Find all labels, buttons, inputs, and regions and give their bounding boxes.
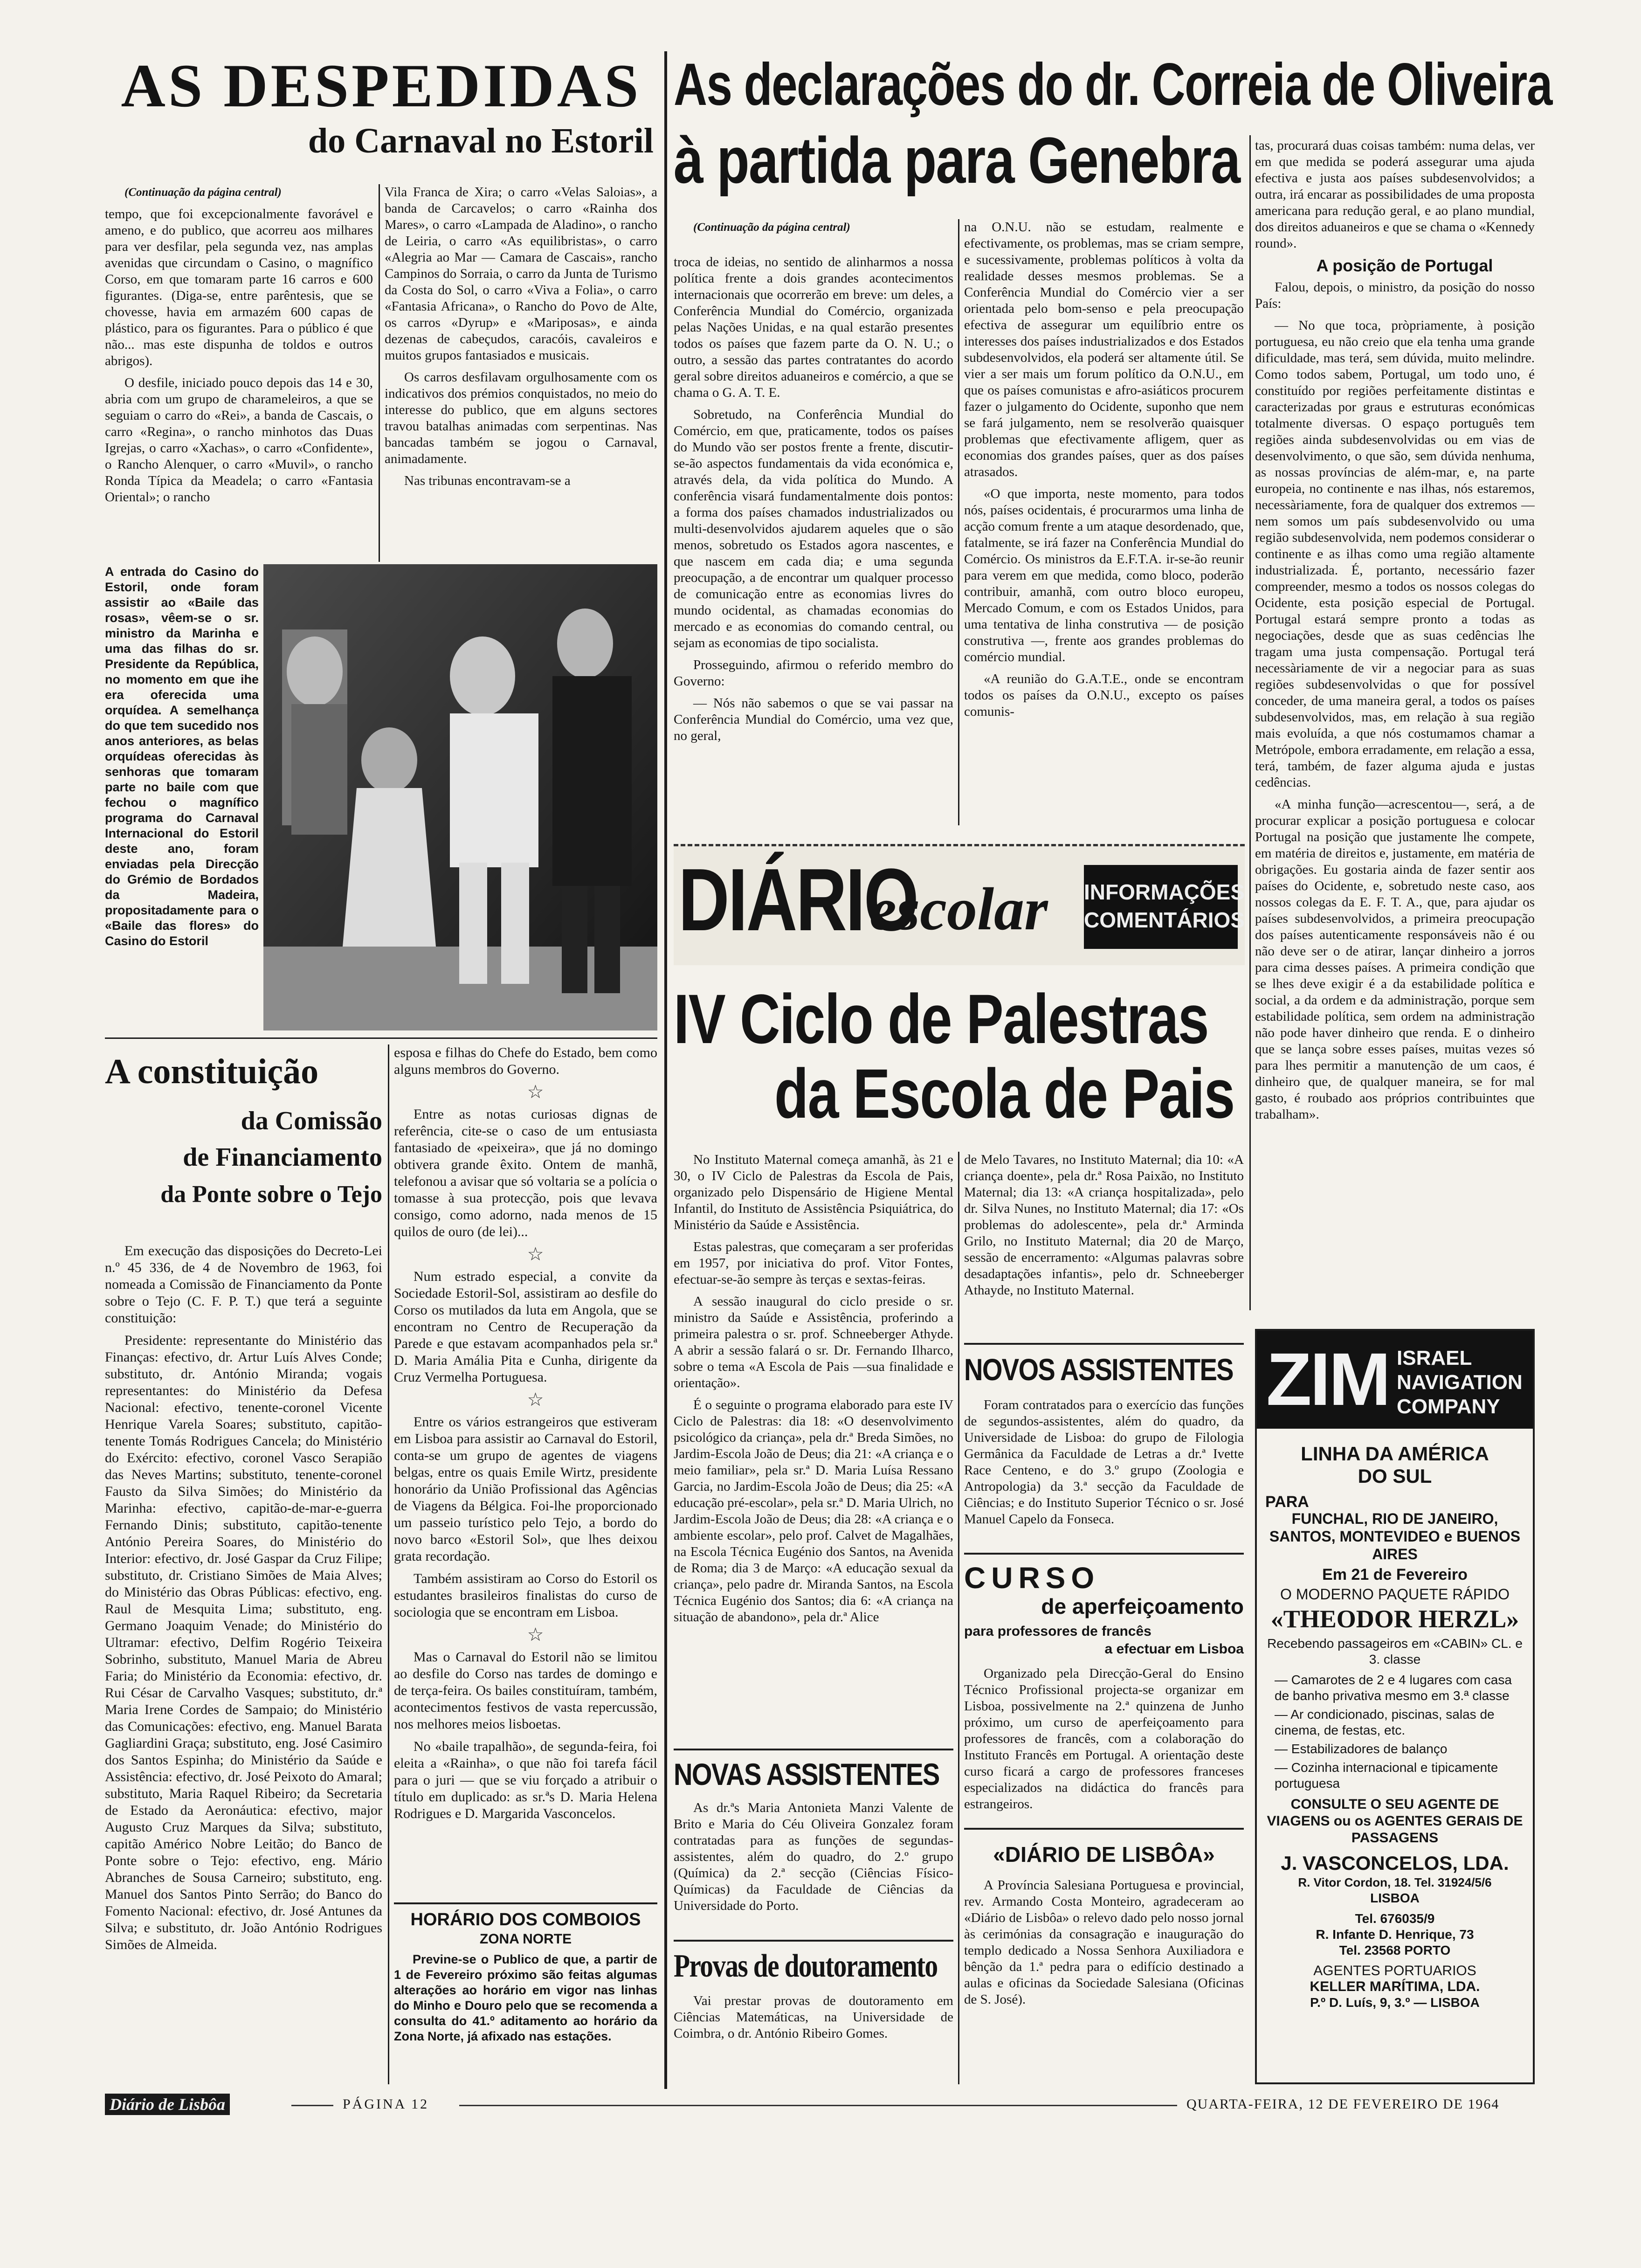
zim-line-3: COMPANY [1397,1395,1500,1418]
zim-feature: — Estabilizadores de balanço [1275,1742,1448,1756]
zim-body [1265,1443,1524,2011]
zim-para: PARA [1265,1493,1309,1511]
curso-title: CURSO [964,1561,1100,1595]
zim-ship-intro: O MODERNO PAQUETE RÁPIDO [1280,1586,1510,1603]
curso-subtitle-2: para professores de francês [964,1624,1151,1639]
paragraph: na O.N.U. não se estudam, realmente e efectivamente, os problemas, mas se criam sempre, e sucessivamente, problemas políticos à volta da realidade desses mesmos problemas. Se a Conferência Mundial do Comércio vier a ser orientada pelo bom-senso e pela preocupação efectiva de assegurar um equilíbrio entre os interesses dos países industrializados e dos Estados subdesenvolvidos, ela poderá ser altamente útil. Se vier a ser mais um forum político da O.N.U., em que os países comunistas e afro-asiáticos procurem fazer o julgamento do Ocidente, suponho que nem se fará julgamento, nem se resolverão quaisquer problemas que efectivamente afligem, quer as economias dos grandes países, quer as dos países atrasados. [964,220,1244,479]
paragraph: Estas palestras, que começaram a ser proferidas em 1957, por iniciativa do prof. Vitor Fontes, efectuar-se-ão sempre às terças e sextas-feiras. [674,1239,953,1287]
novos-assistentes [964,1343,1244,1539]
zim-feature: — Cozinha internacional e tipicamente portuguesa [1275,1760,1498,1791]
zim-consult: CONSULTE O SEU AGENTE DE VIAGENS ou os AGENTES GERAIS DE PASSAGENS [1267,1797,1523,1846]
despedidas-heading: AS DESPEDIDAS [121,51,641,120]
comboios-subtitle: ZONA NORTE [479,1931,572,1947]
declaracoes-title: As declarações do dr. Correia de Oliveira [674,51,1552,118]
declaracoes-title-line2: à partida para Genebra [674,124,1240,197]
column-rule [958,219,959,825]
diario-lisboa-body: A Província Salesiana Portuguesa e provincial, rev. Armando Costa Monteiro, agradeceram ao «Diário de Lisbôa» o relevo dado pelo nosso jornal às cerimónias da consagração e inauguração do templo dedicado a Nossa Senhora Auxiliadora e bênção da 1.ª pedra para o edifício destinado a aulas e oficinas da Sociedade Salesiana (Oficinas de S. José). [964,1878,1244,2007]
comboios-body: Previne-se o Publico de que, a partir de 1 de Fevereiro próximo são feitas algumas alterações ao horário em vigor nas linhas do Minho e Douro pelo que se recomenda a consulta do 41.º aditamento ao horário da Zona Norte, já afixado nas estações. [394,1952,657,2043]
zim-feature: — Ar condicionado, piscinas, salas de cinema, de festas, etc. [1275,1707,1495,1737]
paragraph: — No que toca, pròpriamente, à posição portuguesa, eu não creio que ela tenha uma grande dificuldade, mas terá, sem dúvida, muito melindre. Como todos sabem, Portugal, um todo uno, é constituído por regiões perfeitamente distintas e caracterizadas por graus e estruturas económicas totalmente diversas. O espaço português tem regiões ainda subdesenvolvidas ou em vias de desenvolvimento, o que são, sem dúvida nenhuma, as nossas províncias de além-mar, e, na parte europeia, no continente e nas ilhas, nós estaremos, necessàriamente, fora de qualquer dos extremos — nem somos um país subdesenvolvido ou uma região subdesenvolvida, nem podemos considerar o continente e as ilhas como uma região altamente industrializada. É, portanto, necessário fazer compreender, mesmo a todos os nossos colegas do Ocidente, esta posição especial de Portugal. Portugal estará sempre pronto a todas as negociações, desde que as suas cedências lhe tragam uma justa compensação. Portugal terá necessàriamente de vir a negociar para as suas regiões subdesenvolvidas o que for possível conceder, de uma maneira geral, a todos os países subdesenvolvidos, mas, em relação à sua região mais evoluída, a que nós costumamos chamar a Metrópole, embora erradamente, em relação a essa, terá, também, de fazer alguma ajuda e justas cedências. [1255,318,1535,790]
paragraph: Em execução das disposições do Decreto-Lei n.º 45 336, de 4 de Novembro de 1963, foi nomeada a Comissão de Financiamento da Ponte sobre o Tejo (C. F. P. T.) que terá a seguinte constituição: [105,1243,382,1326]
zim-agent: J. VASCONCELOS, LDA. [1281,1852,1509,1874]
zim-logo: ZIM [1266,1337,1389,1421]
paragraph: No «baile trapalhão», de segunda-feira, foi eleita a «Rainha», o que não foi tarefa fácil para o juri — que se viu forçado a atribuir o título em duplicado: as sr.ªs D. Maria Helena Rodrigues e D. Margarida Vasconcelos. [394,1739,657,1821]
zim-line-1: ISRAEL [1397,1347,1472,1369]
novas-assistentes [674,1749,953,1926]
zim-accept: Recebendo passageiros em «CABIN» CL. e 3. classe [1267,1636,1523,1666]
curso-subtitle: de aperfeiçoamento [1041,1594,1244,1618]
zim-agent-city: LISBOA [1370,1891,1420,1905]
constituicao-subtitle: de Financiamento [183,1143,382,1172]
escolar-word: escolar [869,876,1048,943]
paragraph: É o seguinte o programa elaborado para este IV Ciclo de Palestras: dia 18: «O desenvolvimento psicológico da criança», pela dr.ª Breda Simões, no Jardim-Escola João de Deus; dia 21: «A criança e o meio familiar», pela sr.ª D. Maria Luísa Ressano Garcia, no Jardim-Escola João de Deus; dia 25: «A educação pré-escolar», pela sr.ª D. Maria Ulrich, no Jardim-Escola João de Deus; dia 28: «A criança e o ambiente escolar», pelo prof. Calvet de Magalhães, na Escola Técnica Eugénio dos Santos, na Avenida de Roma; dia 3 de Março: «A educação sexual da criança», pelo padre dr. Miranda Santos, na Escola Técnica Eugénio dos Santos; dia 6: «A criança na situação de abandono», pela dr.ª Alice [674,1397,953,1625]
paragraph: Falou, depois, o ministro, da posição do nosso País: [1255,280,1535,311]
star-separator: ☆ [527,1624,544,1645]
paragraph: esposa e filhas do Chefe do Estado, bem como alguns membros do Governo. [394,1045,657,1077]
paragraph: — Nós não sabemos o que se vai passar na Conferência Mundial do Comércio, uma vez que, no geral, [674,696,953,743]
zim-logo-block [1257,1331,1533,1429]
palestras-header [674,980,1245,1133]
paragraph: Também assistiram ao Corso do Estoril os estudantes brasileiros finalistas do curso de sociologia que se encontram em Lisboa. [394,1571,657,1620]
constituicao-body [105,1243,382,2082]
constituicao-header [105,1054,382,1207]
zim-date: Em 21 de Fevereiro [1322,1566,1468,1583]
section-rule [105,1037,657,1039]
paragraph: Prosseguindo, afirmou o referido membro do Governo: [674,657,953,689]
photo-caption: A entrada do Casino do Estoril, onde foram assistir ao «Baile das rosas», vêem-se o sr. ministro da Marinha e uma das filhas do sr. Presidente da República, no momento em que ihe era oferecida uma orquídea. A semelhança do que tem sucedido nos anos anteriores, as belas orquídeas oferecidas às senhoras que tomaram parte no baile com que fechou o magnífico programa do Carnaval Internacional do Estoril deste ano, foram enviadas pela Direcção do Grémio de Bordados da Madeira, propositadamente para o «Baile das flores» do Casino do Estoril [105,565,259,948]
zim-porto-address: R. Infante D. Henrique, 73 [1316,1927,1474,1942]
paragraph: Presidente: representante do Ministério das Finanças: efectivo, dr. Artur Luís Alves Conde; substituto, dr. António Miranda; vogais representantes: do Ministério da Defesa Nacional: efectivo, tenente-coronel Vicente Henrique Varela Soares; substituto, capitão-tenente Tomás Rodrigues Cancela; do Ministério do Exército: efectivo, coronel Vasco Serapião das Neves Martins; substituto, tenente-coronel Fausto da Silva Simões; do Ministério da Marinha: efectivo, capitão-de-mar-e-guerra Fernando Dinis; substituto, capitão-tenente António Pereira Soares, do Ministério do Interior: efectivo, dr. José Gaspar da Cruz Filipe; substituto, dr. Cristiano Simões de Maia Alves; do Ministério das Obras Públicas: efectivo, eng. Raul de Mesquita Lima; substituto, eng. Germano Joaquim Venade; do Ministério do Ultramar: efectivo, Delfim Rogério Teixeira Sobrinho, substituto, Manuel Maria de Abreu Faria; do Ministério da Economia: efectivo, dr. Rui César de Carvalho Vasques; substituto, dr.ª Maria Irene Cordes de Sampaio; do Ministério das Comunicações: efectivo, eng. Manuel Barata Gagliardini Graça; substituto, eng. José Casimiro dos Santos Espinha; do Ministério da Saúde e Assistência: efectivo, dr. José Peixoto do Amaral; substituto, Maria Raquel Ribeiro; da Secretaria de Estado da Aeronáutica: efectivo, major Augusto Cruz Marques da Silva; substituto, capitão Américo Nobre Leitão; do Banco de Ponte sobre o Tejo: efectivo, eng. Mário Abranches de Sousa Carneiro; substituto, eng. Manuel dos Santos Pinto Serrão; do Banco do Fomento Nacional: efectivo, dr. José Antunes da Silva; e substituto, dr. João António Rodrigues Simões de Almeida. [105,1333,382,1952]
column-rule [958,1152,959,2084]
despedidas-col-1 [105,184,373,562]
novas-assistentes-title: NOVAS ASSISTENTES [674,1757,939,1791]
zim-tel: Tel. 676035/9 [1355,1911,1435,1926]
zim-ports: FUNCHAL, RIO DE JANEIRO, SANTOS, MONTEVIDEO e BUENOS AIRES [1269,1510,1521,1563]
novos-assistentes-title: NOVOS ASSISTENTES [964,1352,1233,1387]
column-rule [379,184,380,562]
declaracoes-col-1 [674,219,953,825]
paragraph: O desfile, iniciado pouco depois das 14 e 30, abria com um grupo de charameleiros, a que se seguiam o carro do «Rei», a banda de Cascais, o carro «Regina», o rancho minhotos das Duas Igrejas, o carro «Xachas», o carro «Confidente», o Rancho Alenquer, o carro «Muvil», o rancho Ronda Típica da Meadela; o carro «Fantasia Oriental»; o rancho [105,375,373,505]
palestras-col-1 [674,1152,953,1744]
constituicao-subtitle: da Ponte sobre o Tejo [160,1181,382,1208]
curso-box [964,1553,1244,1814]
provas-body: Vai prestar provas de doutoramento em Ciências Matemáticas, na Universidade de Coimbra, o dr. António Ribeiro Gomes. [674,1993,953,2041]
zim-ship: «THEODOR HERZL» [1270,1605,1519,1633]
novas-assistentes-body: As dr.ªs Maria Antonieta Manzi Valente de Brito e Maria do Céu Oliveira Gonzalez foram contratadas para as funções de segundas-assistentes, além do quadro, do 2.º grupo (Química) da 2.ª secção (Ciências Físico-Químicas) da Faculdade de Ciências da Universidade do Porto. [674,1800,953,1913]
paragraph: Vila Franca de Xira; o carro «Velas Saloias», a banda de Carcavelos; o carro «Rainha dos Mares», o carro «Lampada de Aladino», o rancho de Leiria, o carro «As equilibristas», o carro «Alegria ao Mar — Camara de Cascais», rancho Campinos do Sorraia, o carro da Junta de Turismo da Costa do Sol, o carro «Viva a Folia», o carro «Fantasia Africana», o Rancho do Povo de Alte, os carros «Dyrup» e «Mariposas», e ainda dezenas de cabeçudos, caracóis, cavaleiros e muitos grupos fantasiados e musicais. [385,185,657,363]
star-separator: ☆ [527,1389,544,1410]
paragraph: tas, procurará duas coisas também: numa delas, ver em que medida se poderá assegurar uma ajuda efectiva e justa aos países subdesenvolvidos; a outra, irá encarar as possibilidades de uma proposta americana para redução geral, e ao plano mundial, dos direitos aduaneiros e que se chama o «Kennedy round». [1255,138,1535,251]
paragraph: No Instituto Maternal começa amanhã, às 21 e 30, o IV Ciclo de Palestras da Escola de Pais, organizado pelo Dispensário de Higiene Mental Infantil, do Instituto de Assistência Psiquiátrica, do Ministério da Saúde e Assistência. [674,1152,953,1232]
subheading: A posição de Portugal [1316,256,1493,275]
paragraph: Num estrado especial, a convite da Sociedade Estoril-Sol, assistiram ao desfile do Corso os mutilados da luta em Angola, que se encontram no Centro de Recuperação da Parede e que estavam acompanhados pela sr.ª D. Maria Amália Pita e Cunha, dirigente da Cruz Vermelha Portuguesa. [394,1269,657,1385]
carnival-photo [263,564,657,1030]
provas-box [674,1940,953,2084]
footer-date: QUARTA-FEIRA, 12 DE FEVEREIRO DE 1964 [1186,2096,1500,2112]
palestras-title-line2: da Escola de Pais [774,1054,1234,1133]
paragraph: Nas tribunas encontravam-se a [404,473,571,488]
despedidas-title [105,51,657,160]
zim-keller-address: P.º D. Luís, 9, 3.º — LISBOA [1310,1995,1480,2010]
footer-rule [291,2105,333,2106]
informacoes-box: INFORMAÇÕES COMENTÁRIOS [1084,865,1238,949]
despedidas-col-2 [385,184,657,562]
comboios-title: HORÁRIO DOS COMBOIOS [410,1910,641,1929]
footer-masthead: Diário de Lisbôa [105,2094,230,2115]
palestras-title: IV Ciclo de Palestras [674,980,1208,1058]
curso-body: Organizado pela Direcção-Geral do Ensino Técnico Profissional projecta-se organizar em Lisboa, possivelmente na 2.ª quinzena de Junho próximo, um curso de aperfeiçoamento para professores de francês, com a colaboração do Instituto Francês em Portugal. A orientação deste curso ficará a cargo de professores franceses especializados na didáctica do francês para estrangeiros. [964,1666,1244,1812]
zim-route-2: DO SUL [1358,1465,1432,1487]
provas-title: Provas de doutoramento [674,1948,938,1984]
diario-escolar-banner [674,844,1245,965]
main-column-rule [664,51,667,2089]
column-rule [1249,135,1251,1310]
zim-keller: KELLER MARÍTIMA, LDA. [1310,1979,1480,1994]
continuation-note: (Continuação da página central) [124,186,282,199]
footer-page-number: PÁGINA 12 [343,2096,429,2112]
paragraph: Os carros desfilavam orgulhosamente com os indicativos dos prémios conquistados, no meio do interesse do publico, que em alguns sectores travou batalhas animadas com serpentinas. Nas bancadas também se jogou o Carnaval, animadamente. [385,370,657,466]
zim-agents-port: AGENTES PORTUARIOS [1313,1963,1476,1978]
declaracoes-col-2 [964,219,1244,825]
diario-word: DIÁRIO [678,850,917,949]
carnival-photo-image [263,564,657,1030]
footer-rule [459,2105,1177,2106]
paragraph: de Melo Tavares, no Instituto Maternal; dia 10: «A criança doente», pela dr.ª Rosa Paixão, no Instituto Maternal; dia 13: «A criança hospitalizada», pelo dr. Silva Nunes, no Instituto Maternal; dia 17: «Os problemas do adolescente», pela dr.ª Arminda Grilo, no Instituto Maternal; dia 20 de Março, sessão de encerramento: «Algumas palavras sobre desadaptações infantis», pelo dr. Schneeberger Athayde, no Instituto Maternal. [964,1152,1244,1298]
curso-subtitle-3: a efectuar em Lisboa [1104,1641,1244,1657]
paragraph: Entre as notas curiosas dignas de referência, cite-se o caso de um entusiasta fantasiado de «peixeira», que já no domingo obtivera grande êxito. Ontem de manhã, telefonou a avisar que só voltaria se a polícia o tomasse à sua protecção, pois que levava consigo, como adorno, nada menos de 15 quilos de ouro (de lei)... [394,1106,657,1239]
zim-line-2: NAVIGATION [1397,1371,1523,1394]
paragraph: Mas o Carnaval do Estoril não se limitou ao desfile do Corso nas tardes de domingo e de terça-feira. Os bailes constituíram, também, acontecimentos festivos de vasta repercussão, nos melhores meios lisboetas. [394,1649,657,1732]
zim-route: LINHA DA AMÉRICA [1301,1443,1489,1465]
despedidas-subheading: do Carnaval no Estoril [308,121,654,160]
paragraph: tempo, que foi excepcionalmente favorável e ameno, e do publico, que acorreu aos milhares para ver desfilar, pela segunda vez, nas amplas avenidas que circundam o Casino, o magnífico Corso, em que tomaram parte 16 carros e 600 figurantes. (Diga-se, entre parêntesis, que se chovesse, havia em armazém 600 capas de plástico, para os figurantes. Para o público é que não... mas este dispunha de toldos e outros abrigos). [105,207,373,368]
novos-assistentes-body: Foram contratados para o exercício das funções de segundos-assistentes, além do quadro, da Universidade de Lisboa: do grupo de Filologia Germânica da Faculdade de Letras a dr.ª Ivette Race Centeno, e do 3.º grupo (Zoologia e Antropologia) da 3.ª secção da Faculdade de Ciências; e do Instituto Superior Técnico o sr. José Manuel Capelo da Fonseca. [964,1397,1244,1527]
palestras-col-2 [964,1152,1244,1338]
zim-advertisement [1255,1329,1535,2084]
column-rule [388,1044,389,2084]
page-footer [105,2094,1536,2117]
paragraph: «A minha função—acrescentou—, será, a de procurar explicar a posição portuguesa e colocar Portugal na posição que justamente lhe compete, em matéria de direitos e, justamente, em matéria de obrigações. Eu gostaria ainda de fazer sentir aos países do Ocidente, e, sobretudo neste caso, aos nossos colegas da E. F. T. A., que, para ajudar os países subdesenvolvidos, a primeira preocupação dos países autenticamente responsáveis não é ou não deve ser o de atirar, lançar dinheiro a jorros para cima desses países. A primeira condição que se lhes deve exigir é a da estabilidade política e social, a da ordem e da administração, porque sem estabilidade política, sem ordem na administração não pode haver dinheiro que renda. E o dinheiro que se lança sobre esses países, muitas vezes só para lhes permitir a manutenção de um caos, é dinheiro que, de qualquer maneira, se for mal gasto, é roubado aos próprios contribuintes que trabalham». [1255,797,1535,1122]
star-separator: ☆ [527,1081,544,1102]
paragraph: A sessão inaugural do ciclo preside o sr. ministro da Saúde e Assistência, proferindo a primeira palestra o sr. prof. Schneeberger Athyde. A abrir a sessão falará o sr. Dr. Fernando Ilharco, sobre o tema «A Escola de Pais —sua finalidade e orientação». [674,1294,953,1390]
zim-agent-address: R. Vitor Cordon, 18. Tel. 31924/5/6 [1298,1875,1492,1889]
declaracoes-col-3 [1255,138,1535,1313]
paragraph: «O que importa, neste momento, para todos nós, países ocidentais, é procurarmos uma linha de acção comum frente a um ataque desordenado, que, fatalmente, se irá fazer na Conferência Mundial do Comércio. Os ministros da E.F.T.A. ir-se-ão reunir para verem em que medida, como bloco, poderão contribuir, amanhã, com outro bloco europeu, Mercado Comum, e com os Estados Unidos, para uma tentativa de linha construtiva — de posição construtiva —, frente aos grandes problemas do comércio mundial. [964,486,1244,664]
diario-lisboa-title: «DIÁRIO DE LISBÔA» [993,1842,1215,1867]
diario-lisboa-box [964,1828,1244,2084]
paragraph: «A reunião do G.A.T.E., onde se encontram todos os países da O.N.U., excepto os países comunis- [964,671,1244,719]
mid-col [394,1044,657,1879]
paragraph: troca de ideias, no sentido de alinharmos a nossa política frente a dois grandes acontecimentos internacionais que ocorrerão em breve: um deles, a Conferência Mundial do Comércio, organizada pelas Nações Unidas, e na qual estarão presentes todos os países que fazem parte da O. N. U.; o outro, a sessão das partes contratantes do acordo geral sobre direitos aduaneiros e comércio, a que se chama o G. A. T. E. [674,255,953,400]
zim-features [1265,1672,1524,1791]
zim-feature: — Camarotes de 2 e 4 lugares com casa de banho privativa mesmo em 3.ª classe [1275,1673,1512,1703]
constituicao-subtitle: da Comissão [241,1106,382,1135]
continuation-note: (Continuação da página central) [693,221,850,234]
zim-porto-tel: Tel. 23568 PORTO [1339,1943,1451,1957]
constituicao-title: A constituição [105,1052,319,1091]
star-separator: ☆ [527,1244,544,1265]
paragraph: Sobretudo, na Conferência Mundial do Comércio, em que, praticamente, todos os países do Mundo vão ser postos frente a frente, discutir-se-ão aspectos fundamentais da vida económica e, através dela, da vida política do Mundo. A conferência visará fundamentalmente dois pontos: a forma dos países chamados industrializados ou multi-desenvolvidos ajudarem aqueles que o são menos, sobretudo os Estados agora nascentes, e que nascem em cada dia; e uma segunda preocupação, a de encontrar um qualquer processo de comunicação entre as economias livres do mundo ocidental, as chamadas economias do mercado e as economias do comando central, ou sejam as economias de tipo socialista. [674,407,953,650]
paragraph: Entre os vários estrangeiros que estiveram em Lisboa para assistir ao Carnaval do Estoril, conta-se um grupo de agentes de viagens belgas, entre os quais Emile Wirtz, presidente honorário da União Profissional das Agências de Viagens da Bélgica. Foi-lhe proporcionado um passeio turístico pelo Tejo, a bordo do novo barco «Estoril Sol», que lhes deixou grata recordação. [394,1414,657,1564]
comboios-box [394,1902,657,2087]
